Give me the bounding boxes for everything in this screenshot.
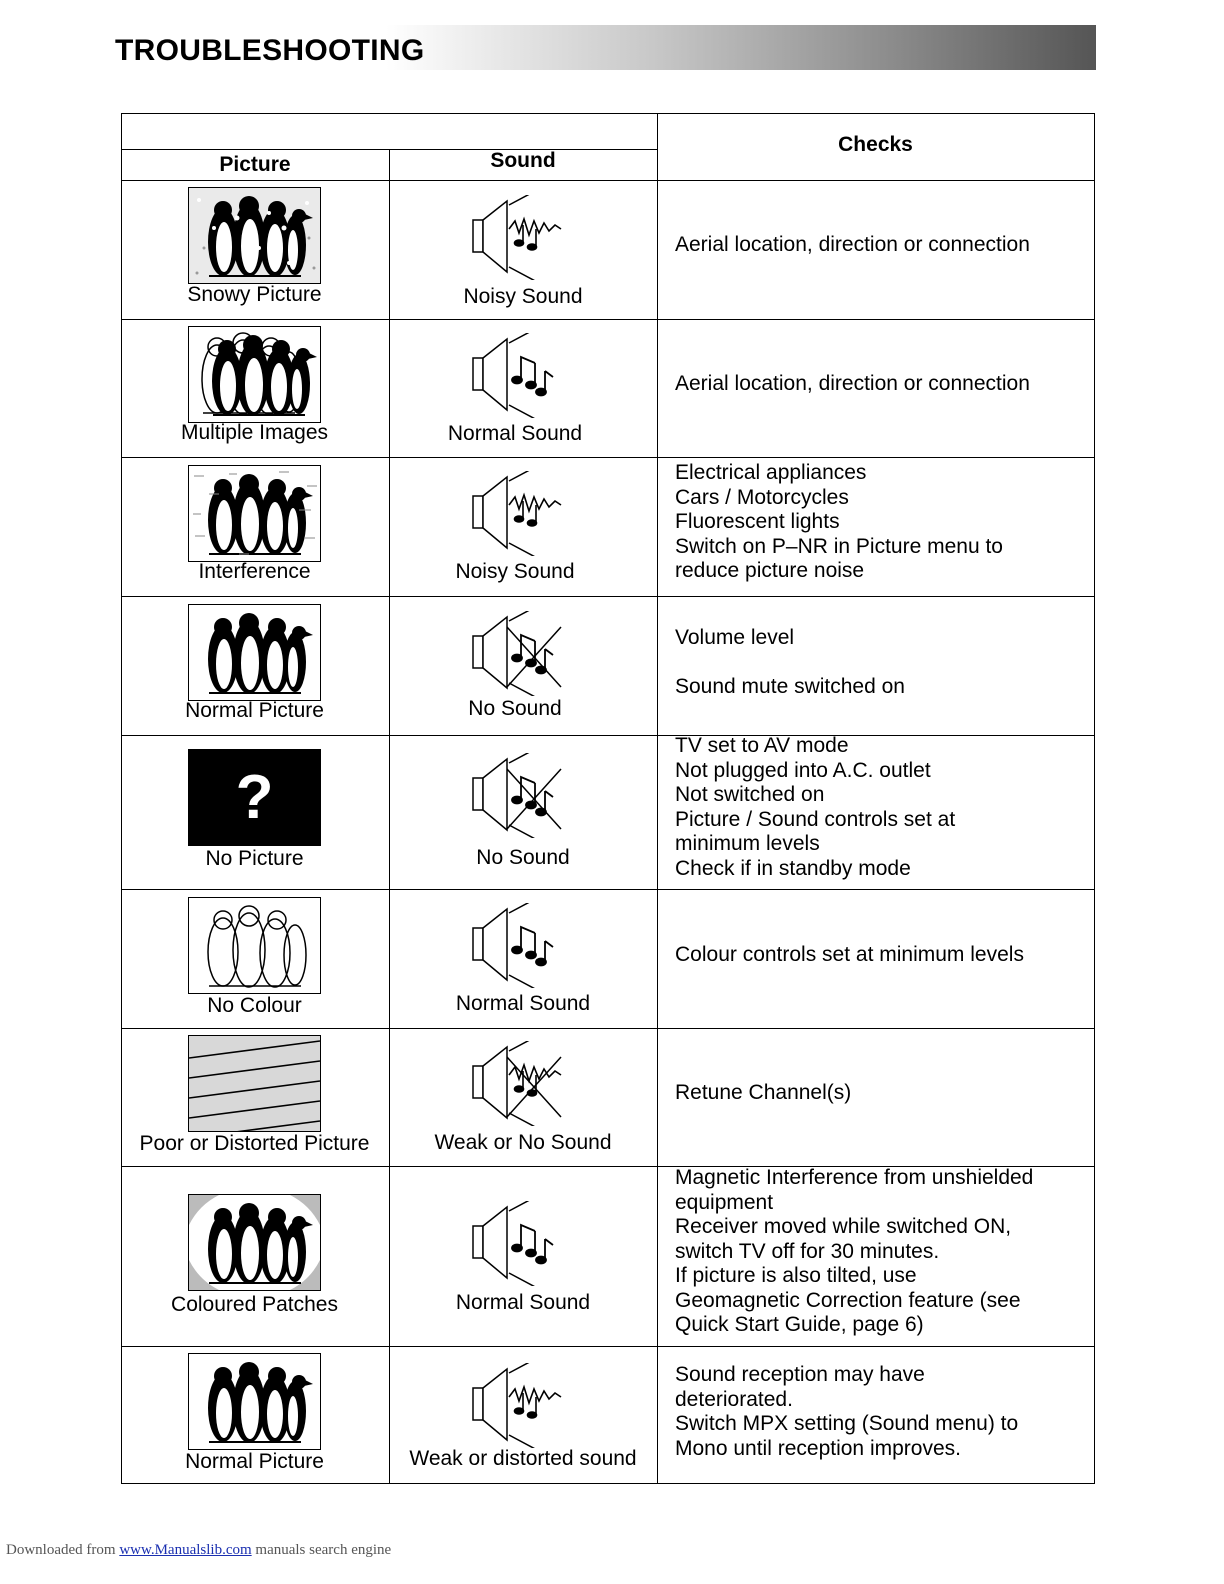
weak-or-no-sound-icon <box>469 1041 579 1126</box>
page-title: TROUBLESHOOTING <box>115 34 425 67</box>
sound-label: Weak or No Sound <box>434 1131 612 1154</box>
header-sound: Sound <box>490 149 556 172</box>
picture-label: No Picture <box>205 847 304 870</box>
sound-label: Normal Sound <box>447 422 583 445</box>
checks-text: Magnetic Interference from unshielded equipment Receiver moved while switched ON, switch TV off for 30 minutes. If picture is also tilted, use Geomagnetic Correction feature (see Quick Start Guide, page 6) <box>675 1166 1034 1336</box>
multiple-images-image <box>188 326 321 423</box>
checks-text: Colour controls set at minimum levels <box>675 943 1024 966</box>
checks-text: Retune Channel(s) <box>675 1081 852 1104</box>
noisy-sound-icon <box>469 471 579 556</box>
noisy-sound-icon <box>469 195 579 280</box>
header-checks: Checks <box>838 133 913 156</box>
sound-label: Normal Sound <box>455 992 591 1015</box>
sound-label: Noisy Sound <box>463 285 583 308</box>
snowy-picture-image <box>188 187 321 284</box>
picture-label: Interference <box>198 560 311 583</box>
checks-text: Electrical appliances Cars / Motorcycles Fluorescent lights Switch on P–NR in Picture menu to reduce picture noise <box>675 461 1003 582</box>
interference-image <box>188 465 321 562</box>
footer <box>6 1542 391 1559</box>
sound-label: Noisy Sound <box>455 560 575 583</box>
picture-label: Normal Picture <box>185 1450 324 1473</box>
header-picture: Picture <box>219 153 291 176</box>
sound-label: No Sound <box>468 697 562 720</box>
weak-distorted-sound-icon <box>469 1363 579 1448</box>
sound-label: No Sound <box>476 846 570 869</box>
question-mark-icon: ? <box>235 763 274 832</box>
checks-text: Volume level Sound mute switched on <box>675 626 905 698</box>
checks-text: Aerial location, direction or connection <box>675 233 1030 256</box>
footer-prefix: Downloaded from <box>6 1542 120 1558</box>
checks-text: TV set to AV mode Not plugged into A.C. outlet Not switched on Picture / Sound controls set at minimum levels Check if in standby mode <box>675 734 956 880</box>
picture-label: Normal Picture <box>185 699 324 722</box>
no-colour-image <box>188 897 321 994</box>
picture-label: Poor or Distorted Picture <box>139 1132 370 1155</box>
normal-sound-icon <box>469 903 579 988</box>
checks-text: Aerial location, direction or connection <box>675 372 1030 395</box>
checks-text: Sound reception may have deteriorated. Switch MPX setting (Sound menu) to Mono until reception improves. <box>675 1363 1019 1460</box>
sound-label: Normal Sound <box>455 1291 591 1314</box>
normal-picture-image <box>188 1353 321 1450</box>
normal-sound-icon <box>469 333 579 418</box>
picture-label: Coloured Patches <box>171 1293 338 1316</box>
sound-label: Weak or distorted sound <box>409 1447 637 1470</box>
footer-suffix: manuals search engine <box>251 1542 392 1558</box>
picture-label: Snowy Picture <box>187 283 322 306</box>
normal-sound-icon <box>469 1201 579 1286</box>
no-picture-image <box>188 749 321 846</box>
no-sound-icon <box>469 611 579 696</box>
picture-label: Multiple Images <box>180 421 329 444</box>
manualslib-link[interactable]: www.Manualslib.com <box>119 1542 252 1558</box>
troubleshooting-table <box>121 113 1096 1485</box>
picture-label: No Colour <box>207 994 302 1017</box>
normal-picture-image <box>188 604 321 701</box>
title-bar <box>110 25 1096 70</box>
no-sound-icon <box>469 753 579 838</box>
distorted-picture-image <box>188 1035 321 1132</box>
coloured-patches-image <box>188 1194 321 1291</box>
